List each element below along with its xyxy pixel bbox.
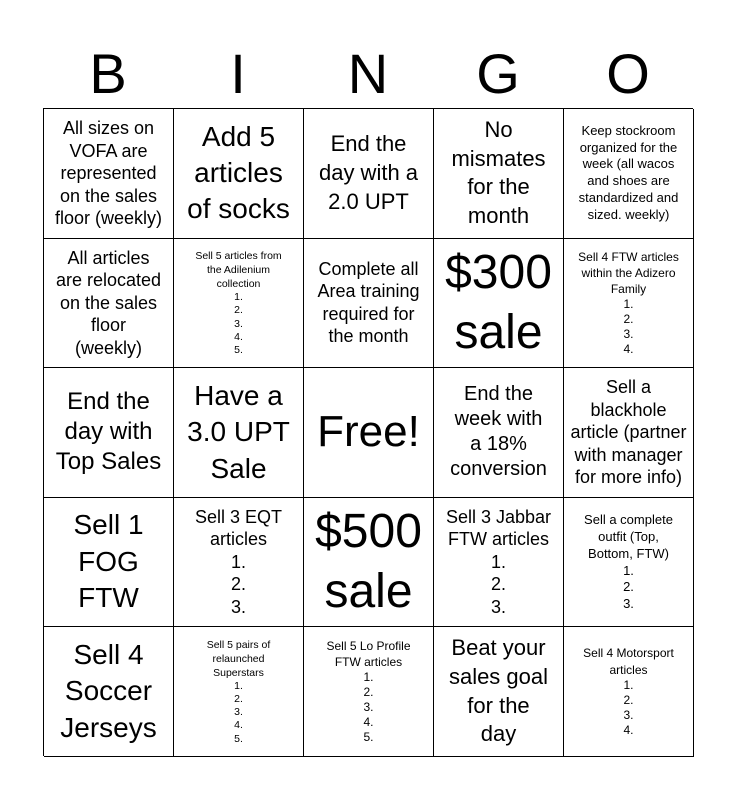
checklist-item: 4.	[234, 719, 243, 732]
checklist-item: 4.	[623, 722, 634, 737]
checklist-item: 1.	[234, 291, 243, 304]
checklist-item: 5.	[234, 343, 243, 356]
cell-text: Add 5 articles of socks	[187, 120, 290, 225]
checklist	[234, 291, 243, 357]
checklist-item: 1.	[623, 677, 634, 692]
bingo-cell[interactable]	[174, 627, 304, 757]
bingo-cell[interactable]	[564, 627, 694, 757]
bingo-cell[interactable]	[174, 239, 304, 369]
checklist-item: 4.	[234, 330, 243, 343]
checklist	[623, 678, 633, 738]
cell-text: Keep stockroom organized for the week (all wacos and shoes are standardized and sized. weekly)	[578, 122, 679, 223]
cell-text: End the week with a 18% conversion	[450, 383, 547, 481]
cell-text: Sell a complete outfit (Top, Bottom, FTW)	[584, 512, 673, 562]
checklist	[234, 680, 243, 746]
bingo-cell[interactable]	[174, 368, 304, 498]
checklist-item: 2.	[230, 574, 246, 595]
cell-text: Sell 4 Motorsport articles	[583, 646, 674, 677]
checklist-item: 2.	[234, 304, 243, 317]
bingo-cell[interactable]	[434, 239, 564, 369]
checklist-item: 5.	[234, 732, 243, 745]
header-letter-o: O	[606, 42, 650, 105]
checklist-item: 2.	[490, 574, 506, 595]
header-letter-b: B	[89, 42, 127, 105]
header-letter-i: I	[230, 42, 246, 105]
bingo-cell[interactable]	[564, 109, 694, 239]
bingo-cell[interactable]	[44, 368, 174, 498]
checklist-item: 3.	[234, 317, 243, 330]
bingo-cell[interactable]	[564, 368, 694, 498]
checklist-item: 1.	[234, 680, 243, 693]
bingo-cell[interactable]	[564, 239, 694, 369]
cell-text: Sell 5 Lo Profile FTW articles	[326, 638, 411, 670]
header-letter-n: N	[347, 42, 389, 105]
cell-text: Complete all Area training required for the month	[317, 258, 420, 347]
checklist-item: 2.	[363, 685, 374, 700]
checklist-item: 2.	[623, 579, 634, 595]
cell-text: Sell 4 Soccer Jerseys	[60, 639, 157, 743]
cell-text: Sell 5 pairs of relaunched Superstars	[206, 638, 271, 679]
cell-text: All sizes on VOFA are represented on the sales floor (weekly)	[54, 118, 163, 229]
cell-text: Sell 3 Jabbar FTW articles	[445, 506, 552, 550]
bingo-header	[43, 40, 693, 108]
cell-text: Sell 5 articles from the Adilenium collection	[195, 249, 282, 291]
checklist-item: 1.	[230, 551, 246, 572]
checklist-item: 3.	[490, 596, 506, 617]
cell-text: Have a 3.0 UPT Sale	[187, 379, 290, 484]
checklist-item: 2.	[623, 692, 634, 707]
bingo-cell[interactable]	[434, 498, 564, 628]
bingo-cell[interactable]	[304, 109, 434, 239]
cell-text: Beat your sales goal for the day	[448, 635, 549, 747]
cell-text: Sell a blackhole article (partner with manager for more info)	[570, 377, 687, 488]
checklist-item: 3.	[234, 706, 243, 719]
checklist-item: 3.	[623, 327, 634, 342]
checklist-item: 1.	[623, 563, 634, 579]
cell-text: All articles are relocated on the sales floor (weekly)	[55, 247, 162, 358]
cell-text: Sell 1 FOG FTW	[73, 509, 144, 614]
checklist-item: 1.	[623, 297, 634, 312]
checklist-item: 5.	[363, 730, 374, 745]
cell-text: End the day with Top Sales	[55, 388, 162, 476]
cell-text: Free!	[317, 407, 420, 457]
bingo-cell[interactable]	[304, 627, 434, 757]
checklist	[623, 563, 634, 612]
bingo-cell[interactable]	[304, 239, 434, 369]
cell-text: Sell 4 FTW articles within the Adizero Family	[578, 249, 679, 296]
checklist-item: 1.	[490, 551, 506, 572]
checklist-item: 4.	[363, 715, 374, 730]
checklist-item: 2.	[623, 312, 634, 327]
bingo-cell[interactable]	[44, 498, 174, 628]
cell-text: No mismates for the month	[451, 117, 546, 228]
bingo-cell[interactable]	[44, 109, 174, 239]
bingo-cell[interactable]	[434, 627, 564, 757]
header-letter-g: G	[476, 42, 520, 105]
bingo-cell[interactable]	[564, 498, 694, 628]
checklist-item: 4.	[623, 342, 634, 357]
bingo-grid	[43, 108, 693, 756]
bingo-cell[interactable]	[44, 627, 174, 757]
bingo-cell[interactable]	[434, 368, 564, 498]
cell-text: $300 sale	[445, 245, 552, 359]
checklist-item: 3.	[623, 707, 634, 722]
bingo-cell[interactable]	[304, 498, 434, 628]
bingo-cell[interactable]	[44, 239, 174, 369]
checklist-item: 3.	[230, 596, 246, 617]
bingo-cell[interactable]	[174, 498, 304, 628]
checklist	[363, 670, 373, 745]
checklist	[623, 297, 633, 357]
bingo-cell[interactable]	[434, 109, 564, 239]
checklist	[231, 551, 246, 619]
checklist	[491, 551, 506, 619]
cell-text: $500 sale	[315, 505, 422, 619]
checklist-item: 3.	[623, 595, 634, 611]
cell-text: Sell 3 EQT articles	[194, 506, 283, 550]
checklist-item: 1.	[363, 670, 374, 685]
cell-text: End the day with a 2.0 UPT	[318, 131, 419, 214]
checklist-item: 3.	[363, 700, 374, 715]
bingo-cell[interactable]	[174, 109, 304, 239]
checklist-item: 2.	[234, 693, 243, 706]
free-space[interactable]	[304, 368, 434, 498]
